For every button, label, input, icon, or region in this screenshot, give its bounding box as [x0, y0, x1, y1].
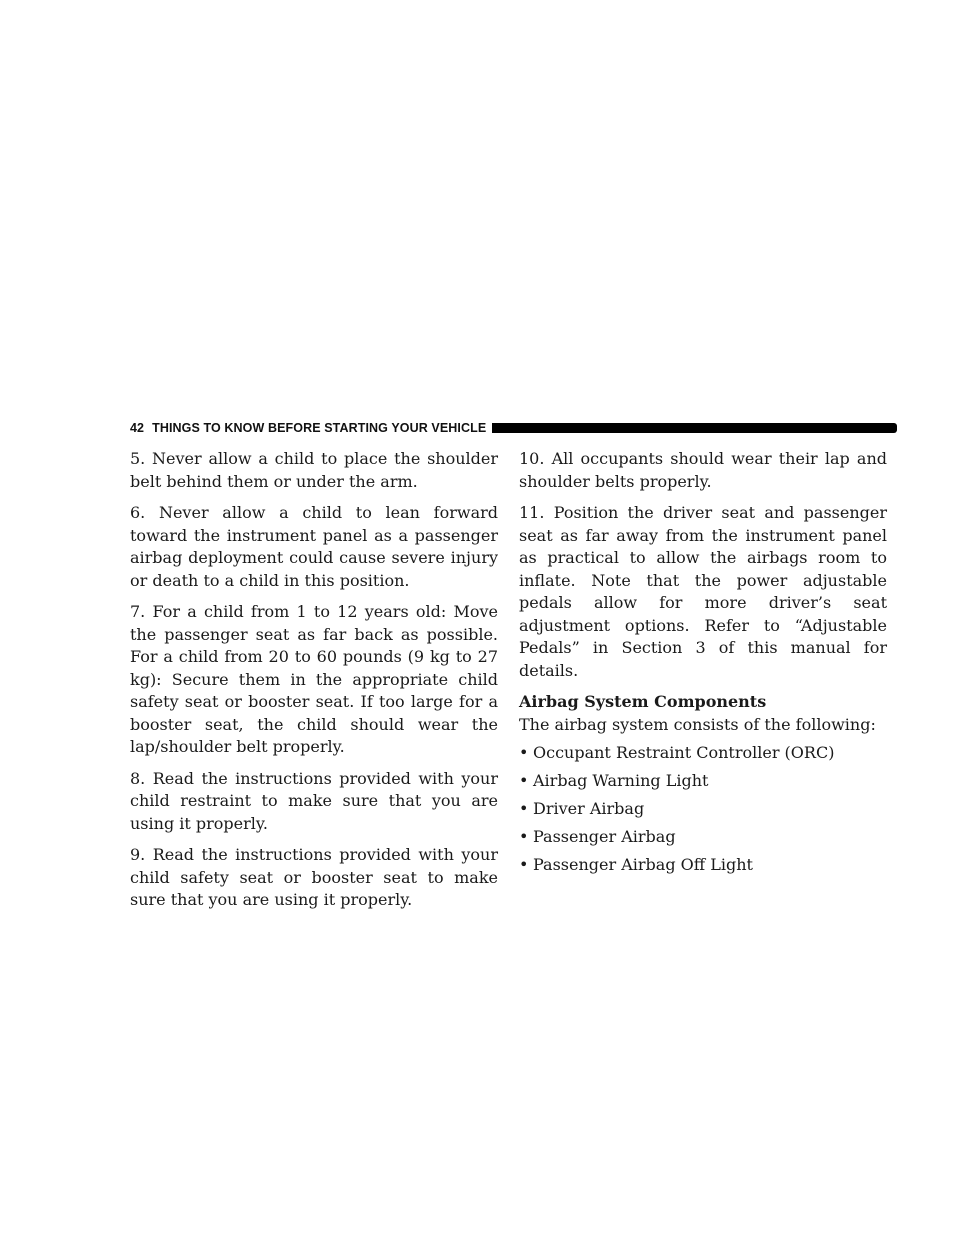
- paragraph-8: 8. Read the instructions provided with your child restraint to make sure that you are using it properly.: [130, 768, 498, 833]
- bullet-icon: •: [519, 855, 529, 874]
- section-heading: Airbag System Components: [519, 692, 767, 711]
- header-rule: [492, 423, 897, 433]
- paragraph-10: 10. All occupants should wear their lap and shoulder belts properly.: [519, 449, 887, 491]
- paragraph-7: 7. For a child from 1 to 12 years old: Move the passenger seat as far back as possible. For a child from 20 to 60 pounds (9 kg to 27 kg): Secure them in the appropriate child safety seat or booster seat. If too large for a booster seat, the child should wear the lap/shoulder belt properly.: [130, 602, 498, 756]
- list-item: [519, 798, 887, 826]
- list-item-text: Driver Airbag: [533, 799, 645, 818]
- bullet-icon: •: [519, 771, 529, 790]
- list-item-text: Passenger Airbag: [533, 827, 676, 846]
- list-item: [519, 854, 887, 882]
- page-header: [130, 418, 897, 438]
- left-column: [130, 448, 498, 921]
- components-intro: The airbag system consists of the following:: [519, 714, 876, 734]
- paragraph-11: 11. Position the driver seat and passenger seat as far away from the instrument panel as practical to allow the airbags room to inflate. Note that the power adjustable pedals allow for more driver’s seat adjustment options. Refer to “Adjustable Pedals” in Section 3 of this manual for details.: [519, 503, 887, 680]
- list-item-text: Passenger Airbag Off Light: [533, 855, 753, 874]
- page-number: 42: [130, 421, 145, 435]
- paragraph-5: 5. Never allow a child to place the shoulder belt behind them or under the arm.: [130, 449, 498, 491]
- list-item: [519, 826, 887, 854]
- list-item: [519, 770, 887, 798]
- right-column: [519, 448, 887, 882]
- section-title: THINGS TO KNOW BEFORE STARTING YOUR VEHICLE: [152, 421, 487, 435]
- list-item: [519, 742, 887, 770]
- list-item-text: Occupant Restraint Controller (ORC): [533, 743, 835, 762]
- bullet-icon: •: [519, 743, 529, 762]
- list-item-text: Airbag Warning Light: [533, 771, 709, 790]
- paragraph-6: 6. Never allow a child to lean forward toward the instrument panel as a passenger airbag deployment could cause severe injury or death to a child in this position.: [130, 503, 498, 590]
- bullet-icon: •: [519, 799, 529, 818]
- bullet-icon: •: [519, 827, 529, 846]
- paragraph-9: 9. Read the instructions provided with your child safety seat or booster seat to make sure that you are using it properly.: [130, 845, 498, 909]
- components-list: [519, 742, 887, 882]
